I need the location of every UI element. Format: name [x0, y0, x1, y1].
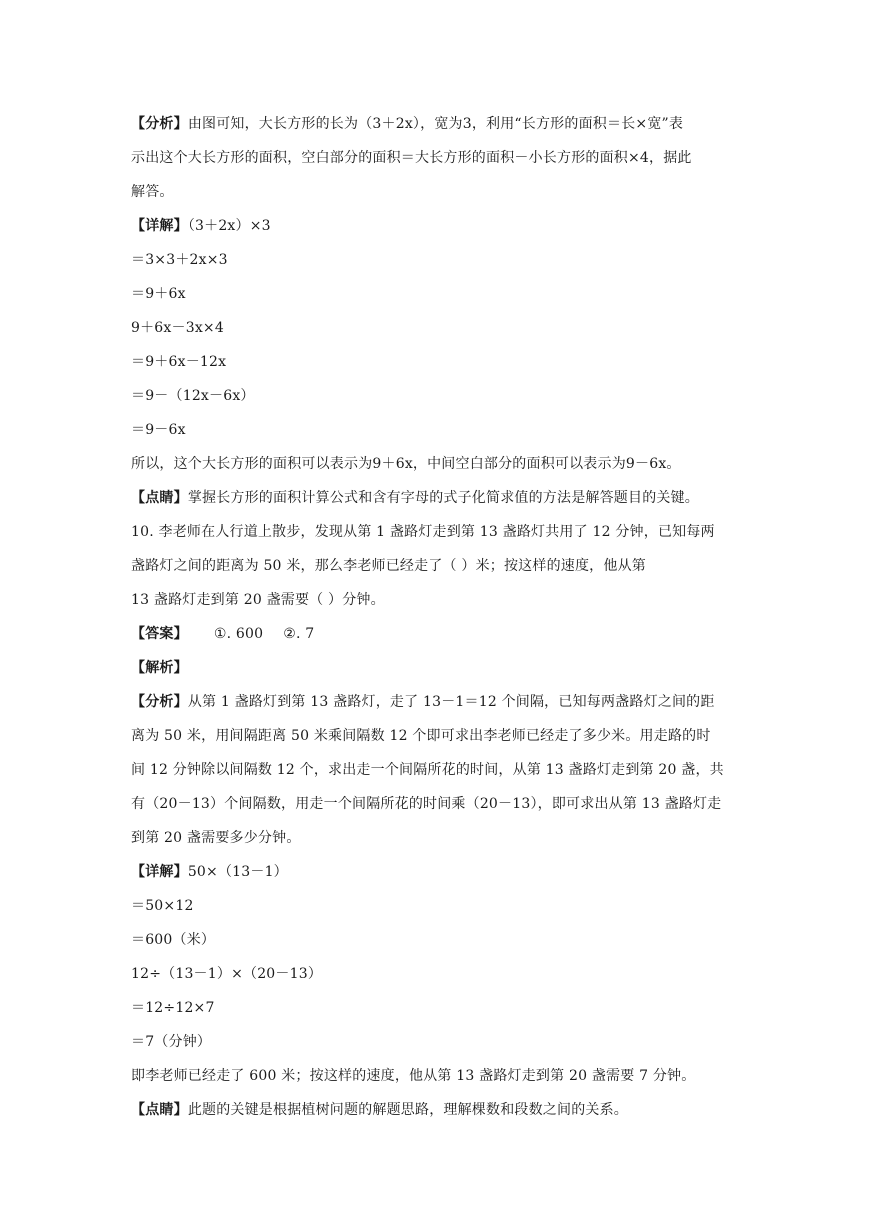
q10-step-5: ＝7（分钟） [131, 1034, 212, 1050]
q9-step-6: ＝9－6x [131, 422, 186, 438]
q10-answer-2: ②. 7 [283, 626, 315, 642]
q9-step-2: ＝9＋6x [131, 286, 186, 302]
q9-step-4: ＝9＋6x－12x [131, 354, 227, 370]
q9-step-1: ＝3×3＋2x×3 [131, 252, 228, 268]
q10-step-2: ＝600（米） [131, 932, 216, 948]
q10-key-line: 【点睛】此题的关键是根据植树问题的解题思路，理解棵数和段数之间的关系。 [131, 1102, 629, 1118]
document-page [131, 107, 743, 1127]
q10-analysis-line-5: 到第 20 盏需要多少分钟。 [131, 830, 301, 846]
q10-answer-line [131, 617, 743, 651]
q10-step-3: 12÷（13－1）×（20－13） [131, 966, 323, 982]
q10-analysis-line-1: 【分析】从第 1 盏路灯到第 13 盏路灯，走了 13－1＝12 个间隔，已知每两盏路灯之间的距 [131, 694, 715, 710]
q10-step-1: ＝50×12 [131, 898, 194, 914]
q10-analysis-line-4: 有（20－13）个间隔数，用走一个间隔所花的时间乘（20－13），即可求出从第 13 盏路灯走 [131, 796, 722, 812]
q10-detail-tag: 【详解】 [131, 864, 188, 880]
q9-key-line: 【点睛】掌握长方形的面积计算公式和含有字母的式子化简求值的方法是解答题目的关键。 [131, 490, 700, 506]
q10-analysis-tag: 【分析】 [131, 694, 188, 710]
q10-step-4: ＝12÷12×7 [131, 1000, 215, 1016]
q9-analysis-line-2: 示出这个大长方形的面积，空白部分的面积＝大长方形的面积－小长方形的面积×4，据此 [131, 150, 692, 166]
q9-conclusion: 所以，这个大长方形的面积可以表示为9＋6x，中间空白部分的面积可以表示为9－6x。 [131, 456, 681, 472]
q9-analysis-line-3: 解答。 [131, 184, 174, 200]
q9-key-tag: 【点睛】 [131, 490, 188, 506]
q9-step-3: 9＋6x－3x×4 [131, 320, 224, 336]
q10-question-line-1: 10. 李老师在人行道上散步，发现从第 1 盏路灯走到第 13 盏路灯共用了 12 分钟，已知每两 [131, 524, 715, 540]
q10-explain-tag: 【解析】 [131, 660, 188, 676]
q10-question-line-2: 盏路灯之间的距离为 50 米，那么李老师已经走了（ ）米；按这样的速度，他从第 [131, 558, 646, 574]
q10-question-line-3: 13 盏路灯走到第 20 盏需要（ ）分钟。 [131, 592, 385, 608]
q9-analysis-tag: 【分析】 [131, 116, 188, 132]
q9-analysis-line-1: 【分析】由图可知，大长方形的长为（3＋2x），宽为3，利用“长方形的面积＝长×宽”表 [131, 116, 684, 132]
q10-answer-tag: 【答案】 [131, 626, 188, 642]
q10-analysis-line-2: 离为 50 米，用间隔距离 50 米乘间隔数 12 个即可求出李老师已经走了多少米。用走路的时 [131, 728, 711, 744]
q10-answer-1: ①. 600 [213, 626, 264, 642]
q10-key-tag: 【点睛】 [131, 1102, 188, 1118]
q10-conclusion: 即李老师已经走了 600 米；按这样的速度，他从第 13 盏路灯走到第 20 盏需要 7 分钟。 [131, 1068, 696, 1084]
q9-detail-tag: 【详解】 [131, 218, 188, 234]
q10-detail-line: 【详解】50×（13－1） [131, 864, 288, 880]
q9-step-5: ＝9－（12x－6x） [131, 388, 255, 404]
q10-analysis-line-3: 间 12 分钟除以间隔数 12 个，求出走一个间隔所花的时间，从第 13 盏路灯走到第 20 盏，共 [131, 762, 724, 778]
q9-detail-line: 【详解】（3＋2x）×3 [131, 218, 271, 234]
